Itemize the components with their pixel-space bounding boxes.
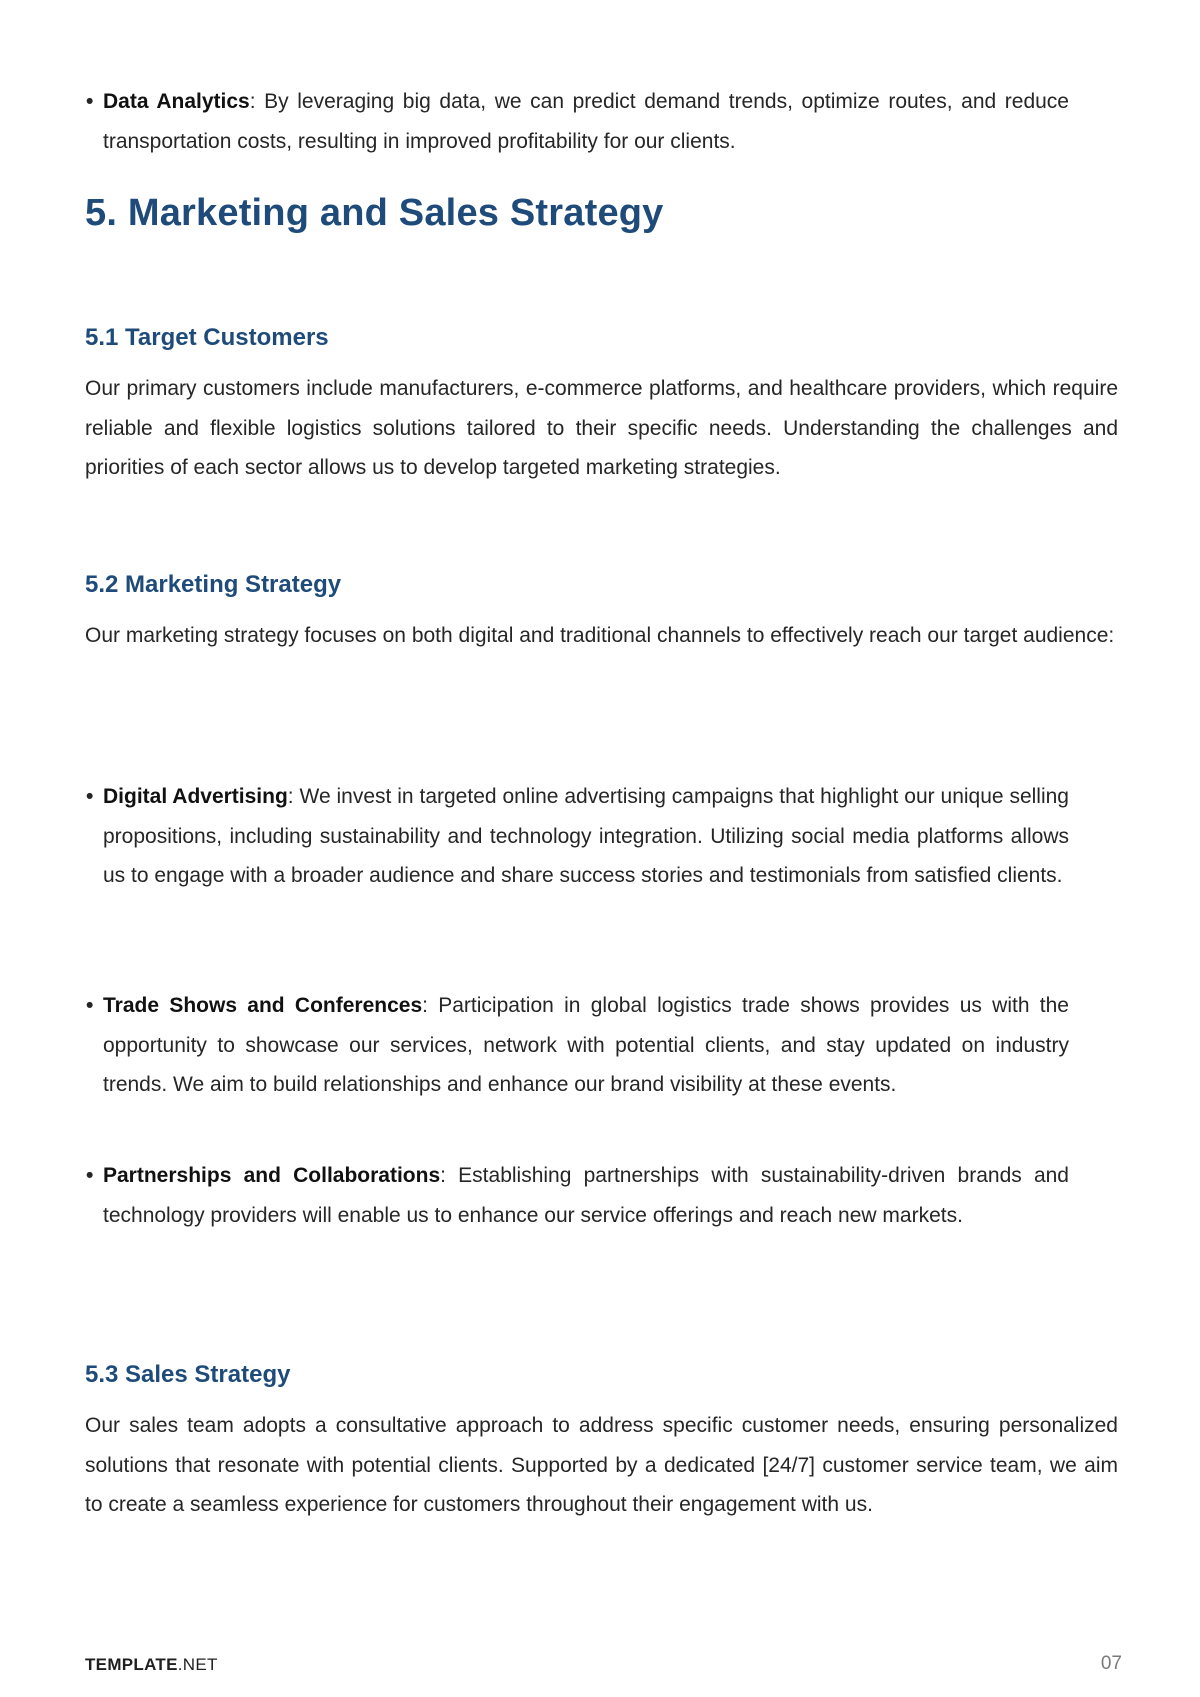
page-number: 07 xyxy=(1100,1653,1122,1674)
paragraph-marketing-strategy: Our marketing strategy focuses on both digital and traditional channels to effectively reach our target audience: xyxy=(85,624,1115,647)
heading-marketing-strategy: 5.2 Marketing Strategy xyxy=(85,571,342,598)
bullet-data-analytics xyxy=(86,82,1069,161)
heading-sales-strategy: 5.3 Sales Strategy xyxy=(85,1361,291,1388)
bullet-dot: • xyxy=(86,785,94,808)
footer-brand-logo xyxy=(85,1655,218,1675)
bullet-term: Trade Shows and Conferences xyxy=(103,994,423,1017)
paragraph-target-customers: Our primary customers include manufacturers, e-commerce platforms, and healthcare providers, which require reliable and flexible logistics solutions tailored to their specific needs. Understanding the challenges and priorities of each sector allows us to develop targeted marketing strategies. xyxy=(85,377,1118,479)
bullet-trade-shows xyxy=(86,986,1069,1105)
bullet-term: Partnerships and Collaborations xyxy=(103,1164,441,1187)
bullet-term: Data Analytics xyxy=(103,90,250,113)
bullet-dot: • xyxy=(86,90,94,113)
bullet-text: : Participation in global logistics trade shows provides us with the opportunity to showcase our services, network with potential clients, and stay updated on industry trends. We aim to build relationships and enhance our brand visibility at these events. xyxy=(103,994,1069,1096)
bullet-text: : Establishing partnerships with sustainability-driven brands and technology providers will enable us to enhance our service offerings and reach new markets. xyxy=(103,1164,1069,1227)
heading-target-customers: 5.1 Target Customers xyxy=(85,324,329,351)
bullet-text: : By leveraging big data, we can predict demand trends, optimize routes, and reduce transportation costs, resulting in improved profitability for our clients. xyxy=(103,90,1069,153)
section-title: 5. Marketing and Sales Strategy xyxy=(85,192,664,234)
bullet-digital-advertising xyxy=(86,777,1069,896)
bullet-partnerships xyxy=(86,1156,1069,1235)
bullet-text: : We invest in targeted online advertising campaigns that highlight our unique selling propositions, including sustainability and technology integration. Utilizing social media platforms allows us to engage with a broader audience and share success stories and testimonials from satisfied clients. xyxy=(103,785,1069,887)
bullet-term: Digital Advertising xyxy=(103,785,288,808)
brand-name-strong: TEMPLATE xyxy=(85,1655,178,1674)
bullet-dot: • xyxy=(86,1164,94,1187)
paragraph-sales-strategy: Our sales team adopts a consultative approach to address specific customer needs, ensuring personalized solutions that resonate with potential clients. Supported by a dedicated [24/7] customer service team, we aim to create a seamless experience for customers throughout their engagement with us. xyxy=(85,1414,1118,1516)
brand-name-suffix: .NET xyxy=(177,1655,218,1674)
bullet-dot: • xyxy=(86,994,94,1017)
